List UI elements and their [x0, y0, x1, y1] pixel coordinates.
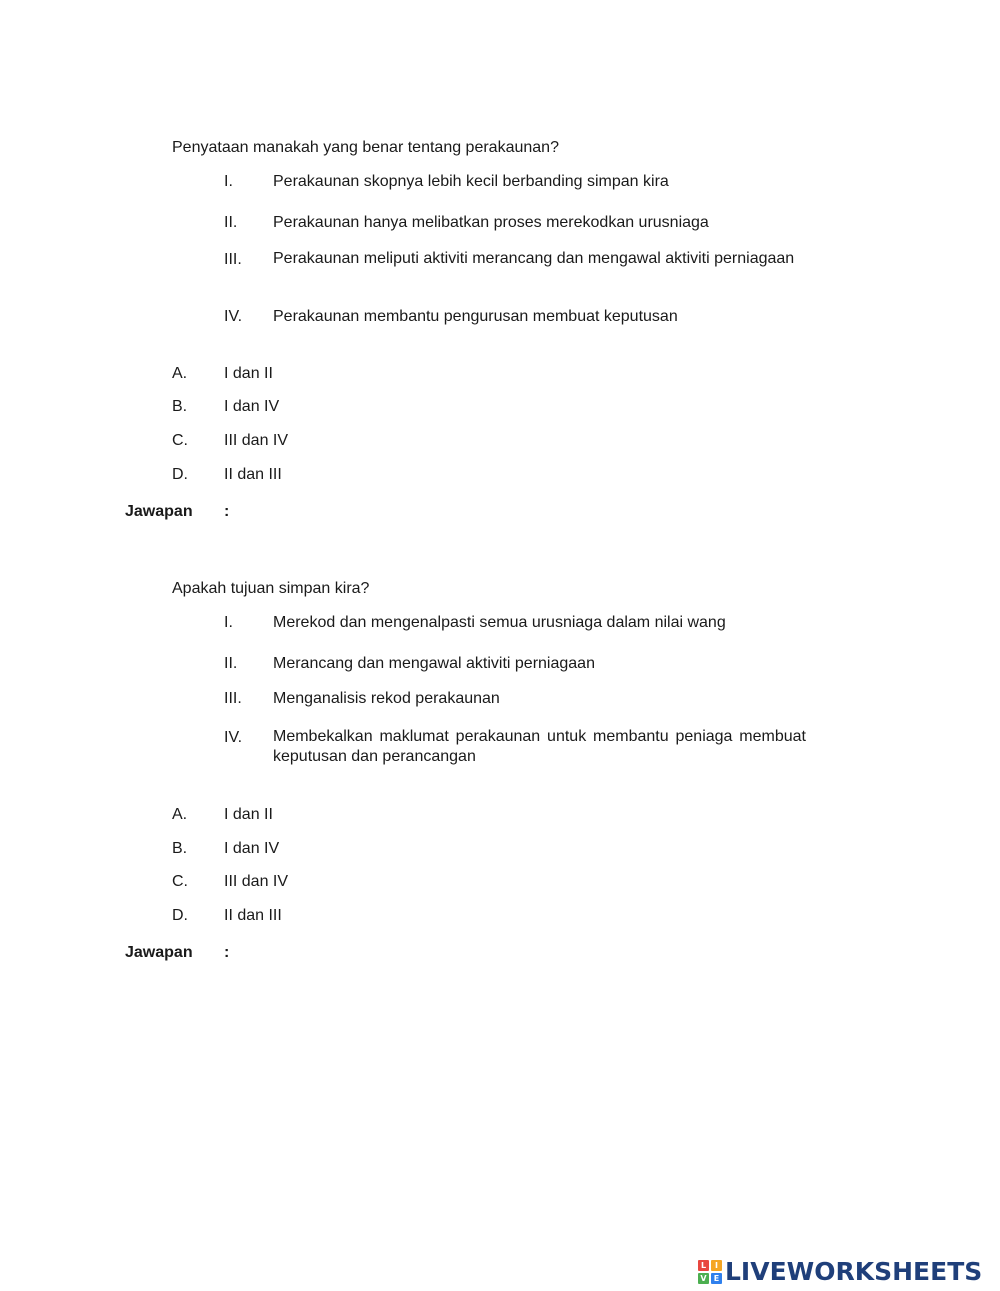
option-text: I dan IV — [224, 398, 280, 415]
statement-numeral: IV. — [224, 308, 243, 325]
badge-letter: L — [698, 1260, 709, 1271]
badge-letter: I — [711, 1260, 722, 1271]
option-letter: A. — [172, 806, 188, 823]
statement-numeral: IV. — [224, 729, 243, 746]
option-text: II dan III — [224, 907, 282, 924]
answer-colon: : — [224, 503, 230, 520]
option-text: I dan IV — [224, 840, 280, 857]
option-text: III dan IV — [224, 432, 289, 449]
badge-letter: E — [711, 1273, 722, 1284]
statement-text: Perakaunan skopnya lebih kecil berbanding simpan kira — [273, 173, 669, 190]
statement-numeral: II. — [224, 655, 238, 672]
statement-text: Perakaunan hanya melibatkan proses merekodkan urusniaga — [273, 214, 709, 231]
question-1-prompt: Penyataan manakah yang benar tentang perakaunan? — [172, 139, 559, 156]
liveworksheets-logo — [698, 1258, 982, 1286]
statement-text: Perakaunan membantu pengurusan membuat keputusan — [273, 308, 678, 325]
option-letter: A. — [172, 365, 188, 382]
logo-text: LIVEWORKSHEETS — [725, 1257, 983, 1286]
statement-numeral: I. — [224, 173, 233, 190]
question-2-prompt: Apakah tujuan simpan kira? — [172, 580, 370, 597]
statement-text: Menganalisis rekod perakaunan — [273, 690, 500, 707]
statement-text: Membekalkan maklumat perakaunan untuk membantu peniaga membuat keputusan dan perancangan — [273, 728, 806, 765]
badge-letter: V — [698, 1273, 709, 1284]
option-letter: C. — [172, 432, 188, 449]
option-text: II dan III — [224, 466, 282, 483]
statement-numeral: II. — [224, 214, 238, 231]
statement-text: Merekod dan mengenalpasti semua urusniaga dalam nilai wang — [273, 614, 726, 631]
option-letter: D. — [172, 907, 188, 924]
option-letter: D. — [172, 466, 188, 483]
statement-text: Merancang dan mengawal aktiviti perniagaan — [273, 655, 595, 672]
option-text: I dan II — [224, 365, 273, 382]
live-badge-icon — [698, 1260, 722, 1284]
answer-label: Jawapan — [125, 944, 193, 961]
answer-colon: : — [224, 944, 230, 961]
option-letter: B. — [172, 840, 188, 857]
option-text: III dan IV — [224, 873, 289, 890]
option-letter: C. — [172, 873, 188, 890]
option-letter: B. — [172, 398, 188, 415]
answer-label: Jawapan — [125, 503, 193, 520]
statement-numeral: III. — [224, 690, 242, 707]
statement-numeral: III. — [224, 251, 242, 268]
option-text: I dan II — [224, 806, 273, 823]
statement-numeral: I. — [224, 614, 233, 631]
statement-text: Perakaunan meliputi aktiviti merancang dan mengawal aktiviti perniagaan — [273, 250, 795, 267]
